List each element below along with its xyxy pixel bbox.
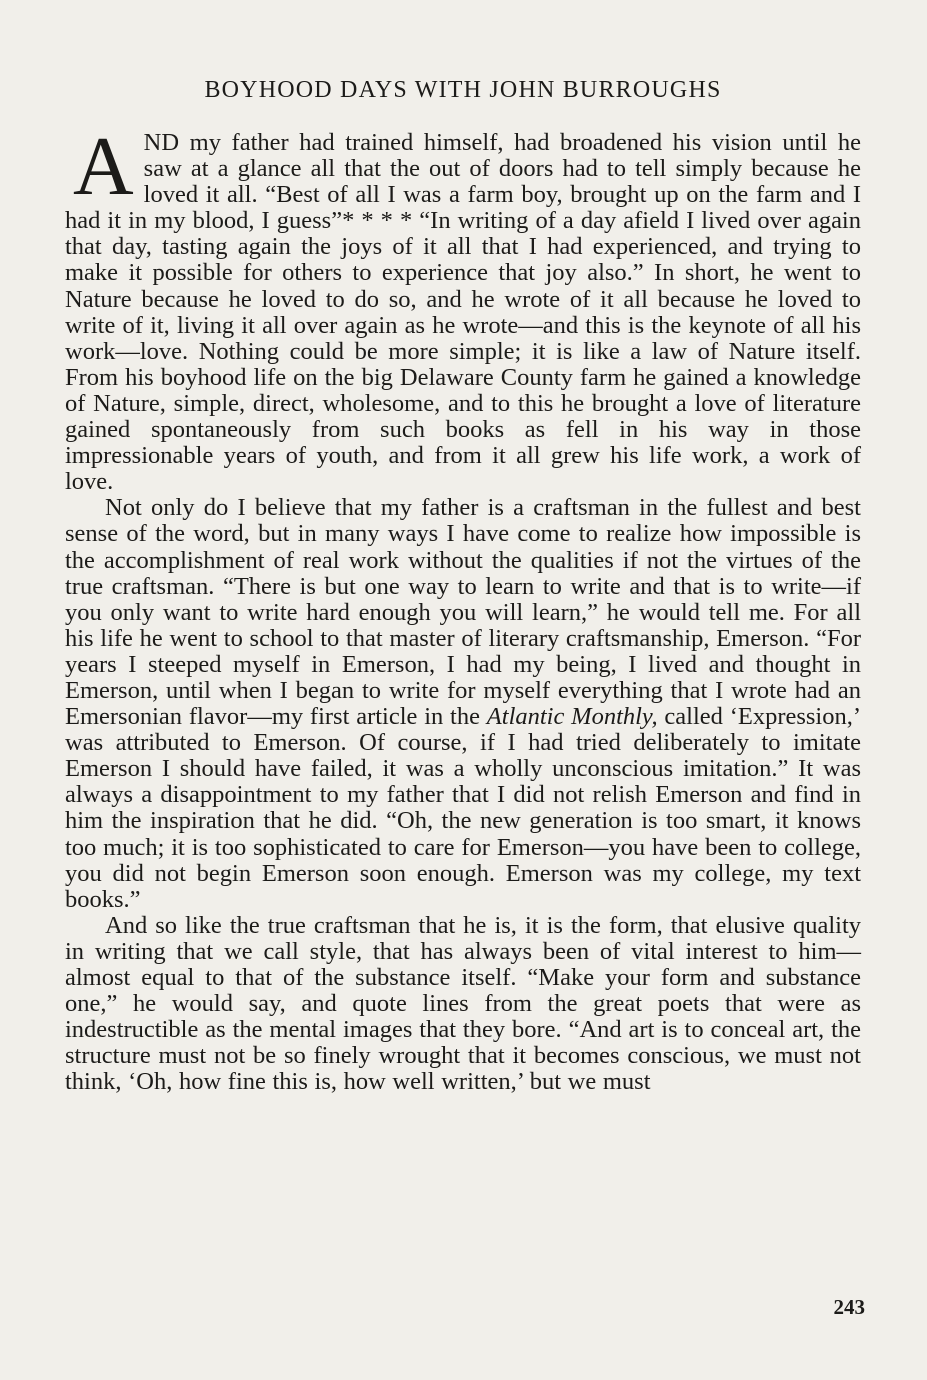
paragraph-1 bbox=[65, 120, 861, 496]
drop-cap: A bbox=[73, 120, 134, 213]
book-page bbox=[65, 72, 861, 1095]
running-head: BOYHOOD DAYS WITH JOHN BURROUGHS bbox=[204, 77, 722, 103]
paragraph-2 bbox=[65, 495, 861, 913]
paragraph-3-text: And so like the true craftsman that he is, it is the form, that elusive quality in writing that we call style, that has always been of vital interest to him—almost equal to that of the substance itself. “Make your form and substance one,” he would say, and quote lines from the great poets that were as indestructible as the mental images that they bore. “And art is to conceal art, the structure must not be so finely wrought that it becomes conscious, we must not think, ‘Oh, how fine this is, how well written,’ but we must bbox=[65, 911, 861, 1096]
paragraph-1-text: ND my father had trained himself, had broadened his vision until he saw at a glance all that the out of doors had to tell simply because he loved it all. “Best of all I was a farm boy, brought up on the farm and I had it in my blood, I guess”* * * * “In writing of a day afield I lived over again that day, tasting again the joys of it all that I had experienced, and trying to make it possible for others to experience that joy also.” In short, he went to Nature because he loved to do so, and he wrote of it all because he loved to write of it, living it all over again as he wrote—and this is the keynote of all his work—love. Nothing could be more simple; it is like a law of Nature itself. From his boyhood life on the big Delaware County farm he gained a knowledge of Nature, simple, direct, wholesome, and to this he brought a love of literature gained spontaneously from such books as fell in his way in those impressionable years of youth, and from it all grew his life work, a work of love. bbox=[65, 129, 861, 496]
paragraph-2-text-end: called ‘Expression,’ was attributed to Emerson. Of course, if I had tried deliberately to imitate Emerson I should have failed, it was a wholly unconscious imitation.” It was always a disappointment to my father that I did not relish Emerson and find in him the inspiration that he did. “Oh, the new generation is too smart, it knows too much; it is too sophisticated to care for Emerson—you have been to college, you did not begin Emerson soon enough. Emerson was my college, my text books.” bbox=[65, 703, 862, 913]
page-number: 243 bbox=[833, 1295, 865, 1319]
paragraph-3 bbox=[65, 913, 861, 1096]
paragraph-2-text-start: Not only do I believe that my father is a craftsman in the fullest and best sense of the word, but in many ways I have come to realize how impossible is the accomplishment of real work without the qualities if not the virtues of the true craftsman. “There is but one way to learn to write and that is to write—if you only want to write hard enough you will learn,” he would tell me. For all his life he went to school to that master of literary craftsmanship, Emerson. “For years I steeped myself in Emerson, I had my being, I lived and thought in Emerson, until when I began to write for myself everything that I wrote had an Emersonian flavor—my first article in the bbox=[65, 494, 861, 731]
magazine-title: Atlantic Monthly, bbox=[486, 703, 658, 731]
body-text bbox=[65, 120, 862, 1096]
